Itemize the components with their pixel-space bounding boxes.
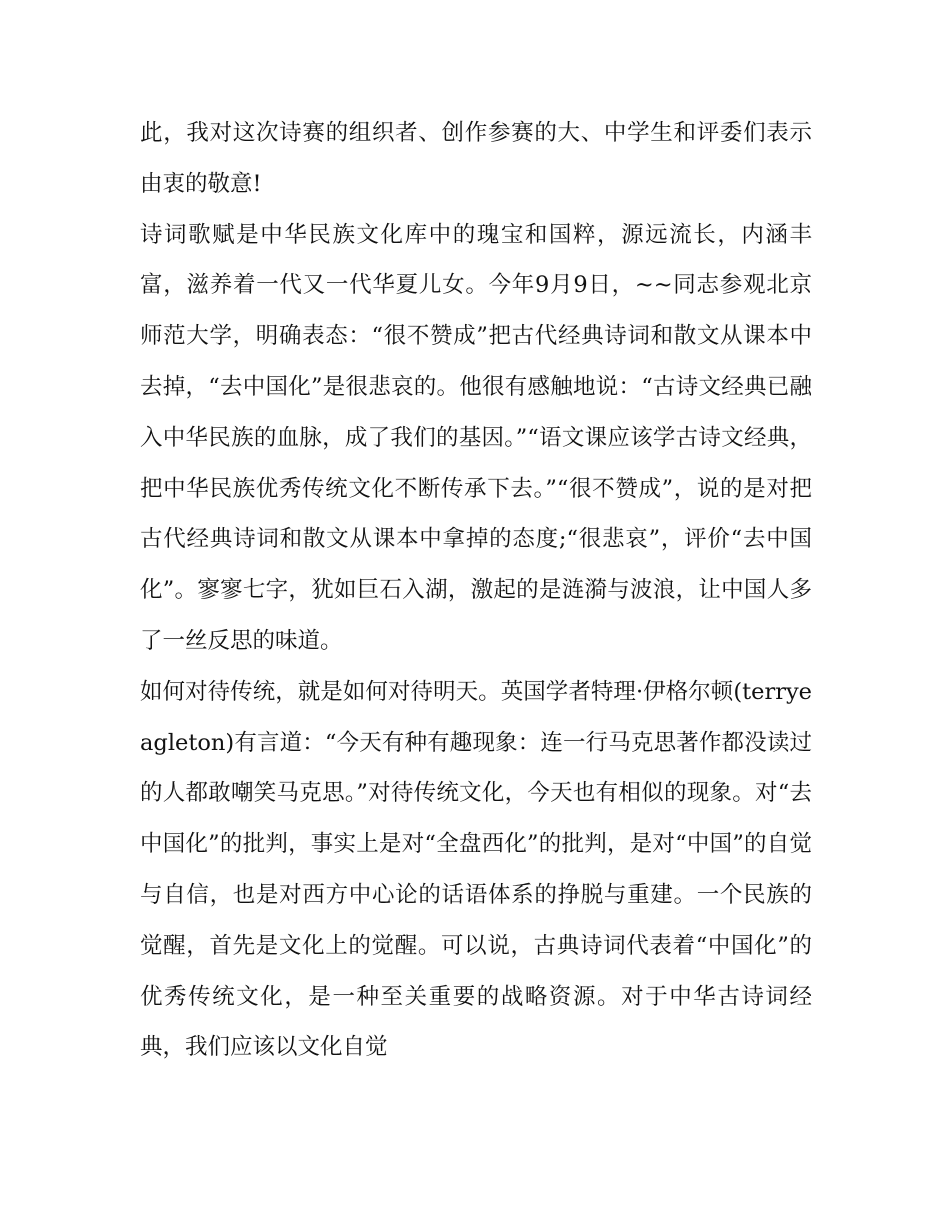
paragraph-2: 诗词歌赋是中华民族文化库中的瑰宝和国粹，源远流长，内涵丰富，滋养着一代又一代华夏儿女。今年9月9日，~~同志参观北京师范大学，明确表态：“很不赞成”把古代经典诗词和散文从课本中去掉，“去中国化”是很悲哀的。他很有感触地说：“古诗文经典已融入中华民族的血脉，成了我们的基因。”“语文课应该学古诗文经典，把中华民族优秀传统文化不断传承下去。”“很不赞成”，说的是对把古代经典诗词和散文从课本中拿掉的态度;“很悲哀”，评价“去中国化”。寥寥七字，犹如巨石入湖，激起的是涟漪与波浪，让中国人多了一丝反思的味道。 [140, 221, 812, 654]
document-body [140, 108, 812, 1073]
paragraph-3: 如何对待传统，就是如何对待明天。英国学者特理·伊格尔顿(terryeagleton)有言道：“今天有种有趣现象：连一行马克思著作都没读过的人都敢嘲笑马克思。”对待传统文化，今天也有相似的现象。对“去中国化”的批判，事实上是对“全盘西化”的批判，是对“中国”的自觉与自信，也是对西方中心论的话语体系的挣脱与重建。一个民族的觉醒，首先是文化上的觉醒。可以说，古典诗词代表着“中国化”的优秀传统文化，是一种至关重要的战略资源。对于中华古诗词经典，我们应该以文化自觉 [140, 678, 812, 1061]
paragraph-1: 此，我对这次诗赛的组织者、创作参赛的大、中学生和评委们表示由衷的敬意! [140, 120, 812, 197]
